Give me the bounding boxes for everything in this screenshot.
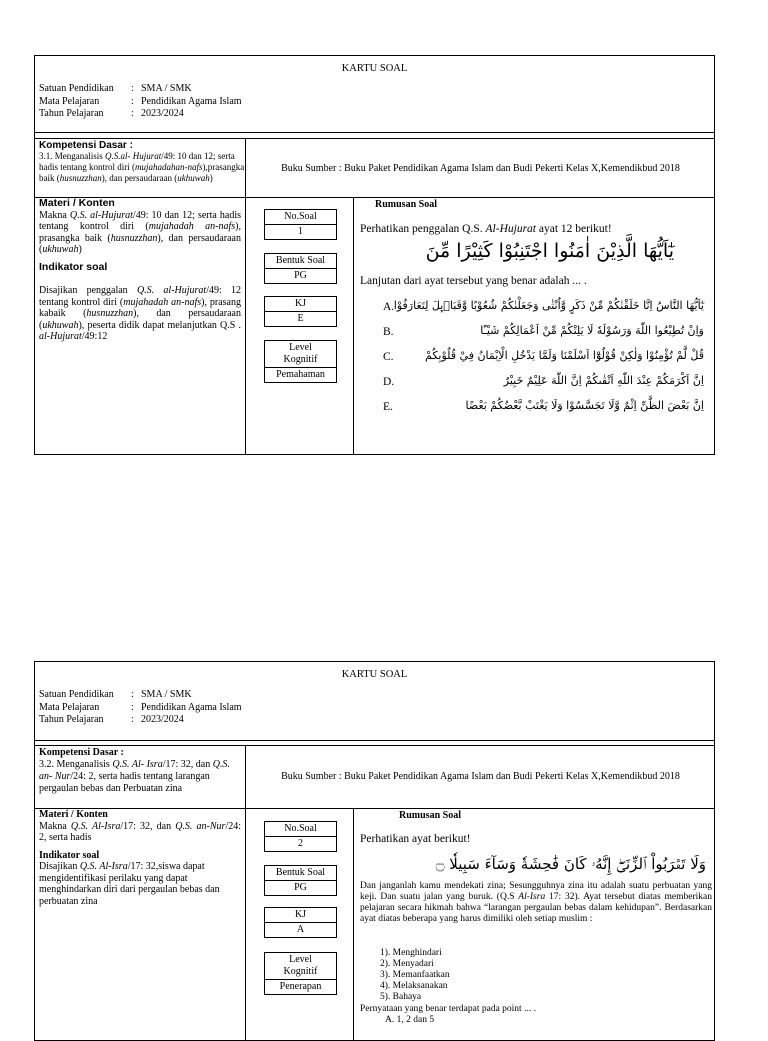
info-value: SMA / SMK	[141, 689, 192, 700]
option-arabic: قُلْ لَّمْ تُؤْمِنُوْا وَلٰكِنْ قُوْلُوْٓا اَسْلَمْنَا وَلَمَّا يَدْخُلِ الْاِيْمَانُ فِيْ قُلُوْبِكُمْ	[425, 349, 704, 362]
list-item: 2). Menyadari	[380, 959, 434, 969]
materi-konten	[39, 809, 241, 907]
info-label: Mata Pelajaran	[39, 701, 100, 713]
list-item: 4). Melaksanakan	[380, 981, 448, 991]
kj-value: E	[297, 313, 304, 324]
materi-heading: Materi / Konten	[39, 809, 108, 820]
rumusan-soal-heading: Rumusan Soal	[375, 199, 437, 210]
materi-heading: Materi / Konten	[39, 197, 115, 209]
info-colon: :	[131, 689, 134, 700]
option-letter: B.	[383, 326, 394, 338]
indikator-text: Disajikan Q.S. Al-Isra/17: 32,siswa dapat mengidentifikasi perilaku yang dapat menghindarkan diri dari pergaulan bebas dan perbuatan zina	[39, 861, 220, 907]
info-value: Pendidikan Agama Islam	[141, 701, 242, 713]
option-letter: C.	[383, 351, 394, 363]
divider-vertical	[353, 808, 354, 1041]
bentuk-soal-value: PG	[294, 270, 307, 281]
kj-label: KJ	[265, 908, 336, 923]
kj-box	[264, 296, 337, 327]
info-label: Tahun Pelajaran	[39, 108, 104, 119]
answer-option-a: A. 1, 2 dan 5	[385, 1015, 435, 1025]
level-kognitif-box	[264, 340, 337, 383]
kj-value: A	[296, 924, 305, 935]
bentuk-soal-value: PG	[294, 882, 307, 893]
option-letter: E.	[383, 401, 393, 413]
divider	[35, 745, 714, 746]
card-title: KARTU SOAL	[341, 63, 408, 74]
question-text: Perhatikan penggalan Q.S. Al-Hujurat ayat 12 berikut!	[360, 223, 612, 235]
bentuk-soal-label: Bentuk Soal	[265, 254, 336, 269]
level-value: Pemahaman	[276, 369, 325, 380]
kompetensi-dasar	[39, 140, 245, 184]
option-letter: D.	[383, 376, 395, 388]
explanation-paragraph: Dan janganlah kamu mendekati zina; Sesungguhnya zina itu adalah suatu perbuatan yang keji. Dan suatu jalan yang buruk. (Q.S Al-Isra 17: 32). Ayat tersebut diatas memberikan pelajaran secara hikmah bahwa “larangan pergaulan bebas dalam kehidupan”. Berdasarkan ayat diatas beberapa yang harus dimiliki oleh setiap muslim :	[360, 881, 712, 924]
buku-sumber: Buku Sumber : Buku Paket Pendidikan Agama Islam dan Budi Pekerti Kelas X,Kemendikbud 2018	[281, 163, 680, 174]
info-value: Pendidikan Agama Islam	[141, 95, 242, 107]
option-letter: A.	[383, 301, 395, 313]
divider	[35, 132, 714, 133]
lanjutan-text: Lanjutan dari ayat tersebut yang benar adalah ... .	[360, 275, 587, 287]
bentuk-soal-label: Bentuk Soal	[265, 866, 336, 881]
identity-block	[39, 689, 242, 727]
card-title: KARTU SOAL	[341, 669, 408, 680]
bentuk-soal-box	[264, 865, 337, 896]
kd-text: 3.2. Menganalisis Q.S. Al- Isra/17: 32, dan Q.S. an- Nur/24: 2, serta hadis tentang larangan pergaulan bebas dan Perbuatan zina	[39, 759, 230, 794]
info-label: Mata Pelajaran	[39, 95, 100, 107]
level-label: Level Kognitif	[265, 953, 336, 980]
no-soal-label: No.Soal	[265, 822, 336, 837]
divider-vertical	[245, 138, 246, 454]
question-text: Perhatikan ayat berikut!	[360, 833, 471, 845]
indikator-text: Disajikan penggalan Q.S. al-Hujurat/49: 12 tentang kontrol diri (mujahadah an-nafs), prasang kabaik (husnuzzhan), dan persaudaraan (ukhuwah), peserta didik dapat melanjutkan Q.S . al-Hujurat/49:12	[39, 285, 242, 342]
option-arabic: يٰٓاَيُّهَا النَّاسُ اِنَّا خَلَقْنٰكُمْ مِّنْ ذَكَرٍ وَّاُنْثٰى وَجَعَلْنٰكُمْ شُعُوْبًا وَّقَبَاۤىِٕلَ لِتَعَارَفُوْا	[393, 299, 704, 312]
no-soal-value: 1	[298, 226, 303, 237]
buku-sumber: Buku Sumber : Buku Paket Pendidikan Agama Islam dan Budi Pekerti Kelas X,Kemendikbud 2018	[281, 771, 680, 782]
option-arabic: وَاِنْ تُطِيْعُوا اللّٰهَ وَرَسُوْلَهٗ لَا يَلِتْكُمْ مِّنْ اَعْمَالِكُمْ شَيْـًٔا	[480, 324, 704, 337]
materi-text: Makna Q.S. al-Hujurat/49: 10 dan 12; serta hadis tentang kontrol diri (mujahadah an-nafs), prasangka baik (husnuzzhan), dan persaudaraan (ukhuwah)	[39, 209, 242, 255]
level-kognitif-box	[264, 952, 337, 995]
kd-heading: Kompetensi Dasar :	[39, 140, 133, 151]
kartu-soal-card-2	[34, 661, 715, 1041]
no-soal-box	[264, 209, 337, 240]
rumusan-soal-heading: Rumusan Soal	[399, 810, 461, 821]
no-soal-value: 2	[298, 838, 303, 849]
info-colon: :	[131, 95, 134, 107]
no-soal-label: No.Soal	[265, 210, 336, 225]
statement-list	[380, 948, 450, 1003]
info-label: Tahun Pelajaran	[39, 714, 104, 725]
info-colon: :	[131, 108, 134, 119]
list-item: 3). Memanfaatkan	[380, 970, 450, 980]
info-colon: :	[131, 701, 134, 713]
info-colon: :	[131, 83, 134, 94]
kd-heading: Kompetensi Dasar :	[39, 747, 124, 758]
indikator-heading: Indikator soal	[39, 260, 108, 273]
info-label: Satuan Pendidikan	[39, 83, 114, 94]
kompetensi-dasar	[39, 747, 245, 795]
kartu-soal-card-1	[34, 55, 715, 455]
ayat-arabic: وَلَا تَقۡرَبُواْ ٱلزِّنَىٰٓۖ إِنَّهُۥ كَانَ فَٰحِشَةٗ وَسَآءَ سَبِيلٗا ۝	[435, 855, 706, 873]
ayat-arabic: يٰٓاَيُّهَا الَّذِيْنَ اٰمَنُوا اجْتَنِبُوْا كَثِيْرًا مِّنَ	[425, 240, 674, 262]
kj-box	[264, 907, 337, 938]
materi-text: Makna Q.S. Al-Isra/17: 32, dan Q.S. an-Nur/24: 2, serta hadis	[39, 820, 241, 843]
bentuk-soal-box	[264, 253, 337, 284]
pernyataan-text: Pernyataan yang benar terdapat pada point ... .	[360, 1004, 536, 1014]
materi-konten	[39, 198, 241, 343]
list-item: 5). Bahaya	[380, 992, 422, 1002]
info-value: 2023/2024	[141, 108, 184, 119]
indikator-heading: Indikator soal	[39, 849, 100, 861]
divider-vertical	[245, 745, 246, 1041]
option-arabic: اِنَّ بَعْضَ الظَّنِّ اِثْمٌ وَّلَا تَجَسَّسُوْا وَلَا يَغْتَبْ بَّعْضُكُمْ بَعْضًا	[465, 399, 704, 412]
divider	[35, 138, 714, 139]
divider	[35, 740, 714, 741]
identity-block	[39, 83, 242, 121]
kd-text: 3.1. Menganalisis Q.S.al- Hujurat/49: 10 dan 12; serta hadis tentang kontrol diri (mujahadahan-nafs),prasangka baik (husnuzzhan), dan persaudaraan (ukhuwah)	[39, 151, 245, 183]
kj-label: KJ	[265, 297, 336, 312]
level-value: Penerapan	[279, 981, 322, 992]
level-label: Level Kognitif	[265, 341, 336, 368]
info-value: SMA / SMK	[141, 83, 192, 94]
list-item: 1). Menghindari	[380, 948, 442, 958]
divider-vertical	[353, 197, 354, 454]
info-label: Satuan Pendidikan	[39, 689, 114, 700]
info-colon: :	[131, 714, 134, 725]
no-soal-box	[264, 821, 337, 852]
option-arabic: اِنَّ اَكْرَمَكُمْ عِنْدَ اللّٰهِ اَتْقٰىكُمْ اِنَّ اللّٰهَ عَلِيْمٌ خَبِيْرٌ	[503, 374, 704, 387]
info-value: 2023/2024	[141, 714, 184, 725]
